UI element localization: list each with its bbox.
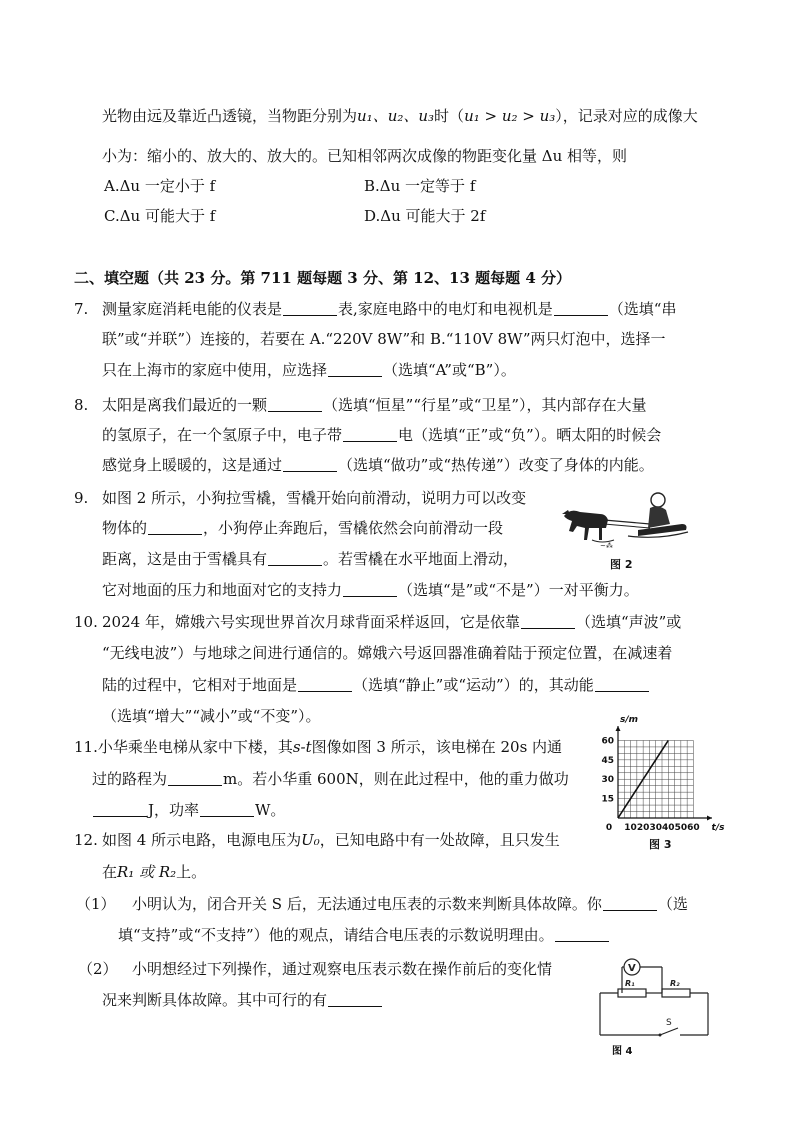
q9-number: 9. (74, 489, 89, 507)
switch-label: S (666, 1018, 672, 1028)
q7-blank-3[interactable] (328, 362, 382, 377)
q11-blank-1[interactable] (168, 771, 222, 786)
q6-option-b: B.Δu 一定等于 f (364, 177, 476, 195)
x-axis-label: t/s (711, 823, 725, 833)
r1-label: R₁ (625, 979, 635, 988)
q11-blank-3[interactable] (200, 802, 254, 817)
q8-blank-2[interactable] (343, 427, 397, 442)
circuit-figure (596, 955, 714, 1041)
q10-line1: 2024 年，嫦娥六号实现世界首次月球背面采样返回，它是依靠 （选填“声波”或 (102, 613, 682, 631)
q9-blank-2[interactable] (268, 551, 322, 566)
s-t-chart (596, 712, 732, 838)
r2-label: R₂ (670, 979, 680, 988)
y-tick-label: 15 (601, 794, 614, 805)
q10-blank-1[interactable] (521, 614, 575, 629)
x-tick-label: 20 (636, 823, 650, 833)
q7-blank-1[interactable] (283, 301, 337, 316)
x-axis-arrow (707, 816, 712, 821)
q6-option-d: D.Δu 可能大于 2f (364, 207, 486, 225)
q7-line1: 测量家庭消耗电能的仪表是 表,家庭电路中的电灯和电视机是 （选填“串 (102, 300, 677, 318)
resistor-r2-symbol (662, 989, 690, 997)
q10-blank-2[interactable] (298, 677, 352, 692)
x-tick-label: 0 (605, 823, 613, 833)
q10-line4: （选填“增大”“减小”或“不变”）。 (102, 707, 321, 725)
y-axis-label: s/m (620, 715, 639, 725)
q6-option-a: A.Δu 一定小于 f (104, 177, 216, 195)
q8-blank-3[interactable] (283, 457, 337, 472)
q7-line2: 联”或“并联”）连接的，若要在 A.“220V 8W”和 B.“110V 8W”两只灯泡中，选择一 (102, 330, 666, 348)
q12-part2-line1: 小明想经过下列操作，通过观察电压表示数在操作前后的变化情 (132, 960, 553, 978)
q12-part2-line2: 况来判断具体故障。其中可行的有 (102, 990, 383, 1010)
q7-number: 7. (74, 300, 89, 318)
q8-blank-1[interactable] (268, 397, 322, 412)
q8-line3: 感觉身上暖暖的，这是通过 （选填“做功”或“热传递”）改变了身体的内能。 (102, 456, 654, 474)
y-tick-label: 60 (601, 736, 614, 747)
q7-line3: 只在上海市的家庭中使用，应选择 （选填“A”或“B”）。 (102, 361, 516, 379)
q9-blank-1[interactable] (148, 520, 202, 535)
section-2-title: 二、填空题（共 23 分。第 711 题每题 3 分、第 12、13 题每题 4 分） (74, 269, 572, 287)
y-axis-arrow (616, 726, 621, 731)
q6-line1: 光物由远及靠近凸透镜，当物距分别为u₁、u₂、u₃时（u₁ > u₂ > u₃），记录对应的成像大 (102, 107, 698, 125)
q9-blank-3[interactable] (343, 582, 397, 597)
q12-part1-number: （1） (76, 895, 116, 913)
q12-part2-number: （2） (78, 960, 118, 978)
q12-blank-3[interactable] (328, 992, 382, 1007)
y-tick-label: 30 (601, 775, 614, 786)
q9-line2: 物体的 ，小狗停止奔跑后，雪橇依然会向前滑动一段 (102, 519, 504, 537)
q10-blank-3[interactable] (595, 677, 649, 692)
q12-part1-line1: 小明认为，闭合开关 S 后，无法通过电压表的示数来判断具体故障。你 （选 (132, 895, 688, 913)
q9-line3: 距离，这是由于雪橇具有 。若雪橇在水平地面上滑动， (102, 550, 519, 568)
x-tick-label: 10 (624, 823, 637, 833)
q9-line1: 如图 2 所示，小狗拉雪橇，雪橇开始向前滑动，说明力可以改变 (102, 489, 527, 507)
q6-line2: 小为：缩小的、放大的、放大的。已知相邻两次成像的物距变化量 Δu 相等，则 (102, 147, 628, 165)
q11-line1: 11.小华乘坐电梯从家中下楼，其s-t图像如图 3 所示，该电梯在 20s 内通 (74, 738, 563, 756)
x-tick-label: 30 (649, 823, 662, 833)
q8-line2: 的氢原子，在一个氢原子中，电子带 电（选填“正”或“负”）。晒太阳的时候会 (102, 426, 662, 444)
figure-4-caption: 图 4 (612, 1046, 633, 1057)
q10-line3: 陆的过程中，它相对于地面是 （选填“静止”或“运动”）的，其动能 (102, 675, 650, 695)
dog-sled-figure (558, 488, 690, 554)
q10-number: 10. (74, 613, 98, 631)
q12-blank-2[interactable] (555, 927, 609, 942)
q11-blank-2[interactable] (93, 802, 147, 817)
q8-line1: 太阳是离我们最近的一颗 （选填“恒星”“行星”或“卫星”），其内部存在大量 (102, 396, 647, 414)
voltmeter-label: V (628, 963, 636, 974)
q11-line2: 过的路程为 m。若小华重 600N，则在此过程中，他的重力做功 (92, 770, 569, 788)
q12-blank-1[interactable] (603, 896, 657, 911)
q9-line4: 它对地面的压力和地面对它的支持力 （选填“是”或“不是”）一对平衡力。 (102, 581, 639, 599)
y-tick-label: 45 (601, 755, 614, 766)
x-tick-label: 60 (687, 823, 700, 833)
figure-3-caption: 图 3 (649, 838, 672, 851)
q12-part1-line2: 填“支持”或“不支持”）他的观点，请结合电压表的示数说明理由。 (118, 925, 610, 945)
q11-line3: J，功率 W。 (92, 800, 285, 820)
x-tick-label: 50 (674, 823, 688, 833)
svg-text:~⁂: ~⁂ (600, 542, 613, 550)
q12-line1: 如图 4 所示电路，电源电压为U₀，已知电路中有一处故障，且只发生 (102, 831, 560, 849)
q10-line2: “无线电波”）与地球之间进行通信的。嫦娥六号返回器准确着陆于预定位置，在减速着 (102, 644, 673, 662)
q12-line2: 在R₁ 或 R₂上。 (102, 863, 207, 881)
figure-2-caption: 图 2 (610, 558, 633, 571)
q6-option-c: C.Δu 可能大于 f (104, 207, 216, 225)
q7-blank-2[interactable] (554, 301, 608, 316)
q12-number: 12. (74, 831, 98, 849)
x-tick-label: 40 (662, 823, 675, 833)
q8-number: 8. (74, 396, 89, 414)
